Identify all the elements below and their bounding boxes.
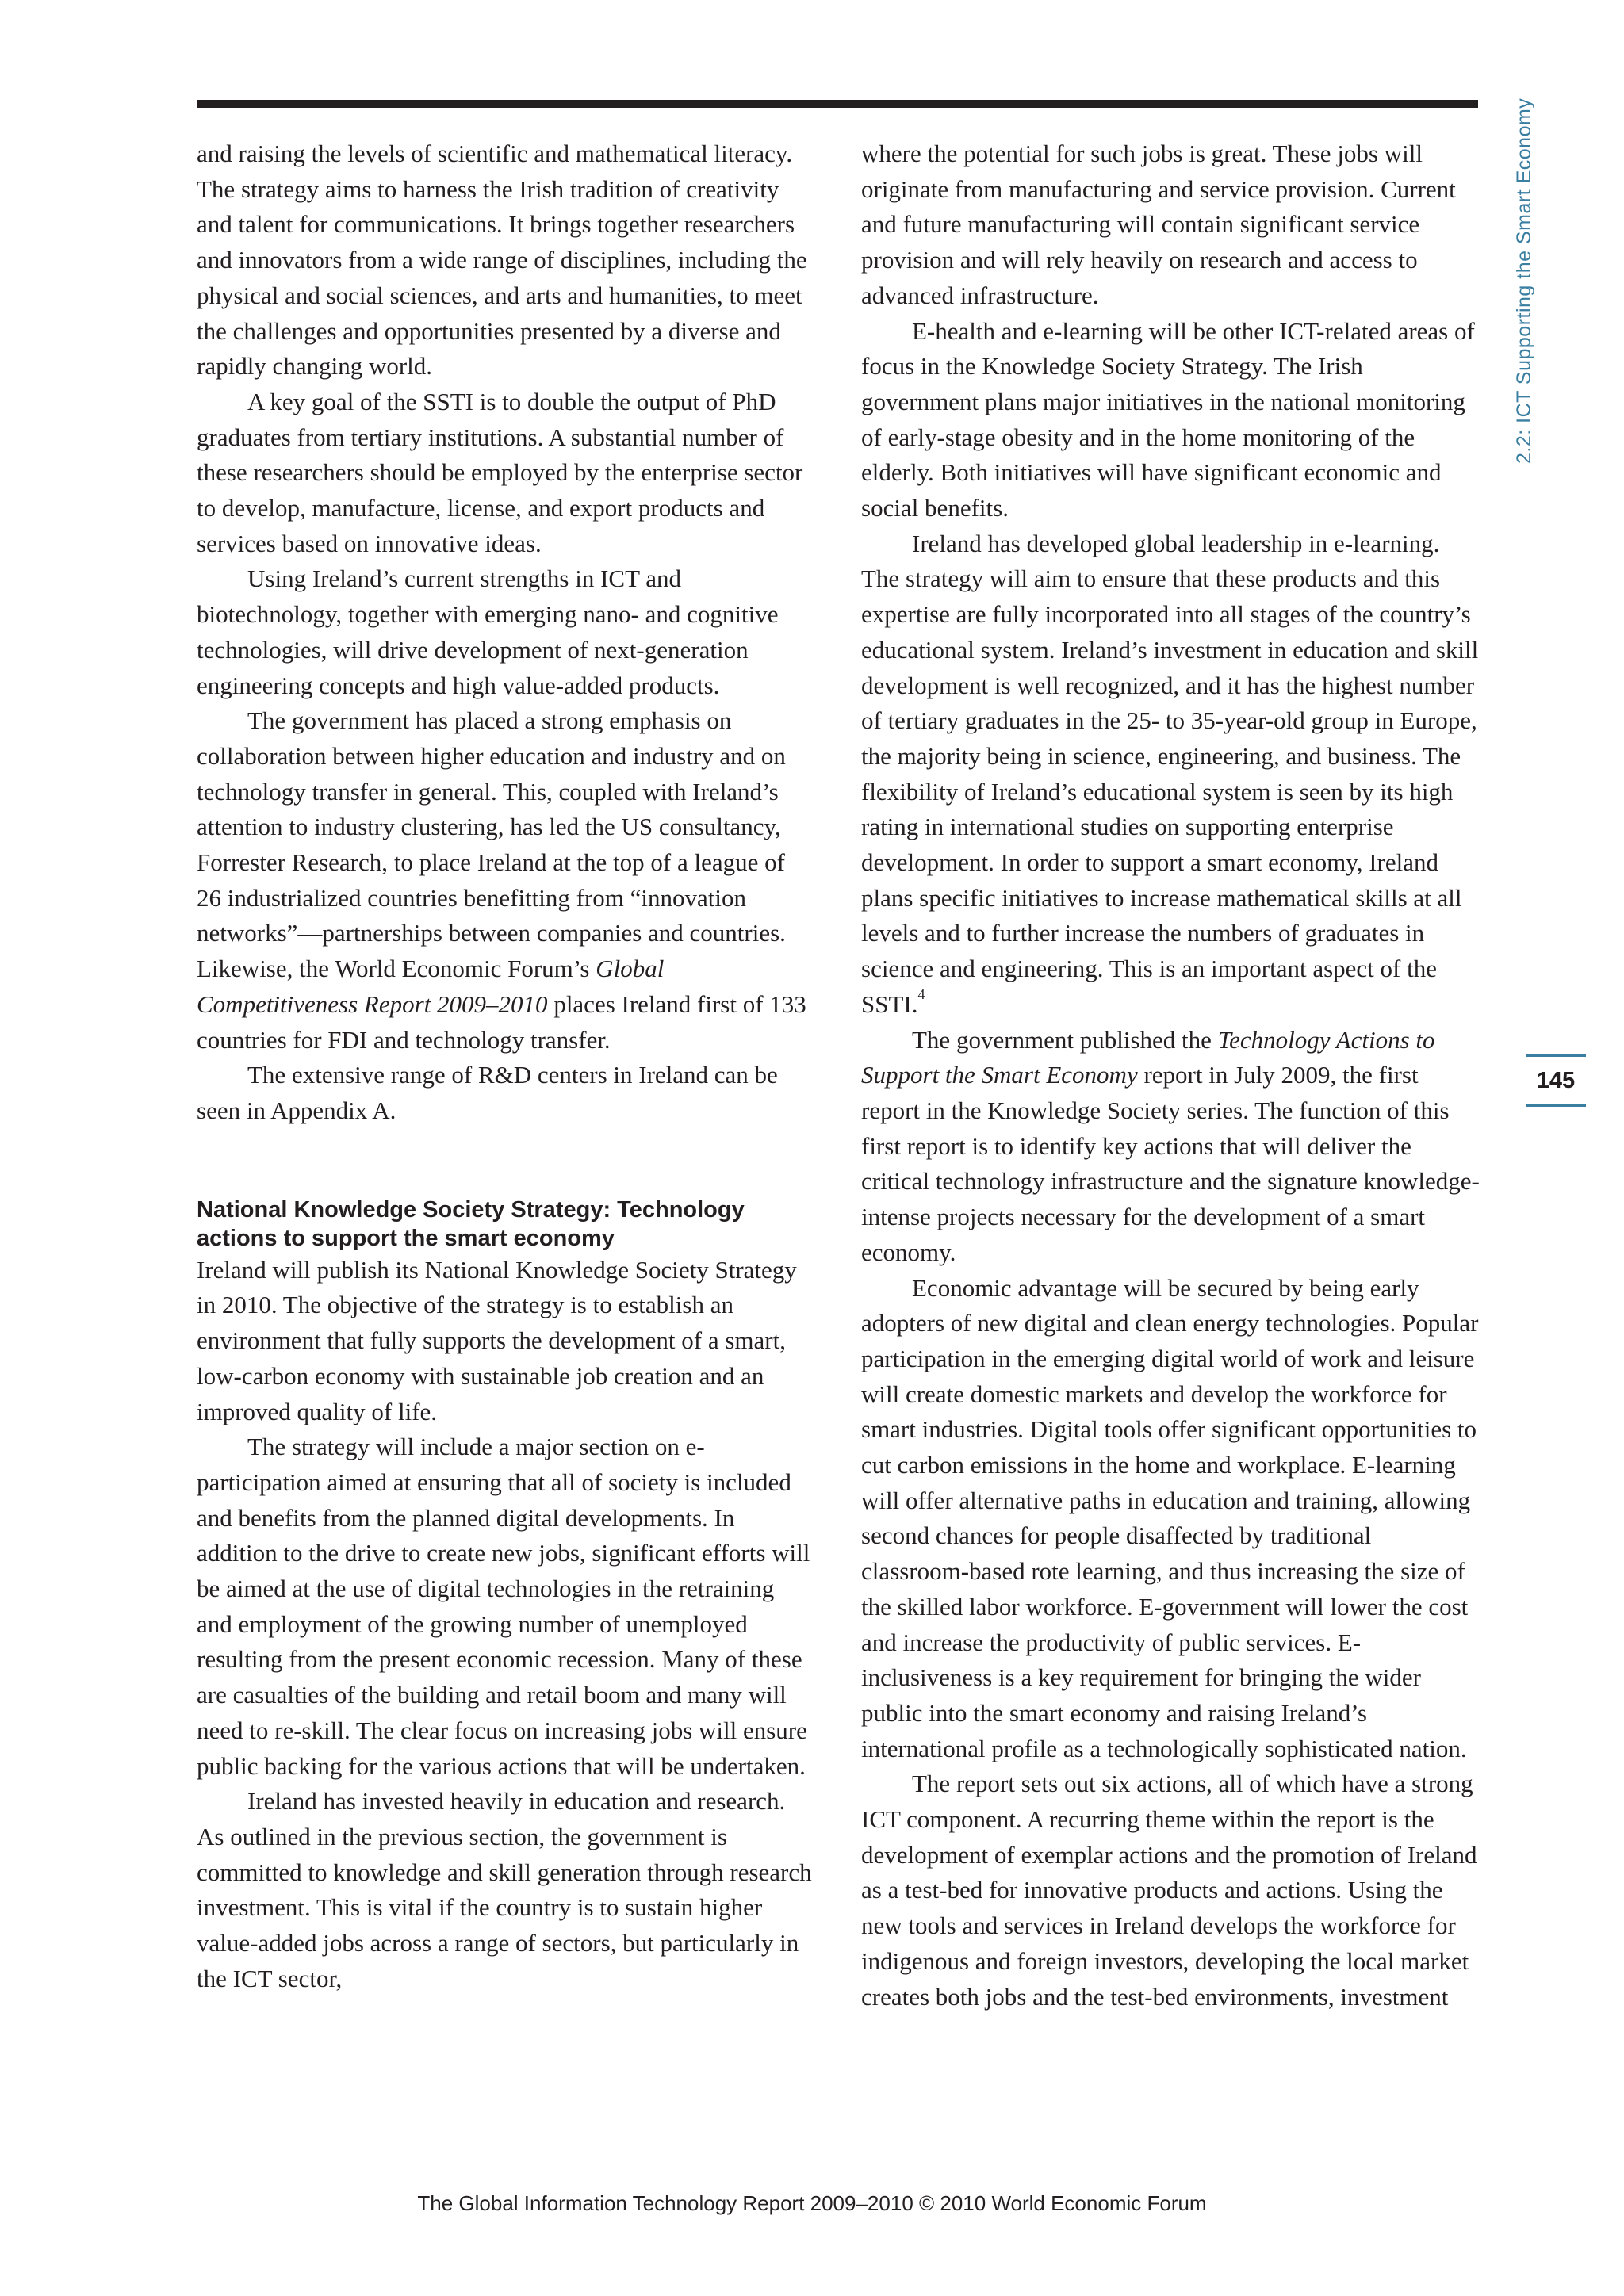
right-paragraph-3: [861, 526, 1480, 1023]
left-paragraph-5: The extensive range of R&D centers in Ireland can be seen in Appendix A.: [197, 1061, 778, 1124]
section-title: 2.2: ICT Supporting the Smart Economy: [1513, 98, 1535, 465]
right-paragraph-6: The report sets out six actions, all of which have a strong ICT component. A recurring theme within the report is the development of exemplar actions and the promotion of Ireland as a test-bed for innovative products and actions. Using the new tools and services in Ireland develops the workforce for indigenous and foreign investors, developing the local market creates both jobs and the test-bed environments, investment: [861, 1770, 1477, 2011]
left-paragraph-3: Using Ireland’s current strengths in ICT and biotechnology, together with emerging nano- and cognitive technologies, will drive development of next-generation engineering concepts and high value-added products.: [197, 564, 779, 699]
left-paragraph-8: Ireland has invested heavily in education and research. As outlined in the previous section, the government is committed to knowledge and skill generation through research investment. This is vital if the country is to sustain higher value-added jobs across a range of sectors, but particularly in the ICT sector,: [197, 1787, 812, 1992]
report-title-italic: Global Competitiveness Report 2009–2010: [197, 955, 665, 1018]
left-paragraph-4-text-b: places Ireland first of 133 countries for FDI and technology transfer.: [197, 989, 806, 1054]
section-heading: National Knowledge Society Strategy: Technology actions to support the smart economy: [197, 1196, 745, 1251]
right-paragraph-5: Economic advantage will be secured by being early adopters of new digital and clean energy technologies. Popular participation in the emerging digital world of work and leisure will create domestic markets and develop the workforce for smart industries. Digital tools offer significant opportunities to cut carbon emissions in the home and workplace. E-learning will offer alternative paths in education and training, allowing second chances for people disaffected by traditional classroom-based rote learning, and thus increasing the size of the skilled labor workforce. E-government will lower the cost and increase the productivity of public services. E-inclusiveness is a key requirement for bringing the wider public into the smart economy and raising Ireland’s international profile as a technologically sophisticated nation.: [861, 1273, 1479, 1762]
right-paragraph-1: where the potential for such jobs is great. These jobs will originate from manufacturing and service provision. Current and future manufacturing will contain significant service provision and will rely heavily on research and access to advanced infrastructure.: [861, 140, 1456, 309]
right-paragraph-4-text-b: report in July 2009, the first report in the Knowledge Society series. The function of this first report is to identify key actions that will deliver the critical technology infrastructure and the signature knowledge-intense projects necessary for the development of a smart economy.: [861, 1061, 1480, 1266]
left-paragraph-4: [197, 703, 815, 1058]
footnote-marker[interactable]: 4: [917, 985, 925, 1002]
section-gap: [197, 1129, 815, 1196]
left-paragraph-2: A key goal of the SSTI is to double the output of PhD graduates from tertiary institutions. A substantial number of these researchers should be employed by the enterprise sector to develop, manufacture, license, and export products and services based on innovative ideas.: [197, 387, 803, 557]
right-column: [861, 136, 1480, 2015]
left-paragraph-6: Ireland will publish its National Knowledge Society Strategy in 2010. The objective of the strategy is to establish an environment that fully supports the development of a smart, low-carbon economy with sustainable job creation and an improved quality of life.: [197, 1255, 797, 1425]
page-number: 145: [1526, 1054, 1586, 1107]
report-title-italic: Technology Actions to Support the Smart Economy: [861, 1025, 1435, 1089]
right-paragraph-4: [861, 1023, 1480, 1271]
top-rule: [197, 100, 1478, 108]
footer-text: The Global Information Technology Report 2009–2010 © 2010 World Economic Forum: [417, 2191, 1207, 2215]
right-paragraph-4-text-a: The government published the: [912, 1025, 1218, 1054]
left-paragraph-7: The strategy will include a major section on e-participation aimed at ensuring that all of society is included and benefits from the planned digital developments. In addition to the drive to create new jobs, significant efforts will be aimed at the use of digital technologies in the retraining and employment of the growing number of unemployed resulting from the present economic recession. Many of these are casualties of the building and retail boom and many will need to re-skill. The clear focus on increasing jobs will ensure public backing for the various actions that will be undertaken.: [197, 1433, 810, 1780]
left-paragraph-4-text-a: The government has placed a strong emphasis on collaboration between higher education and industry and on technology transfer in general. This, coupled with Ireland’s attention to industry clustering, has led the US consultancy, Forrester Research, to place Ireland at the top of a league of 26 industrialized countries benefitting from “innovation networks”—partnerships between companies and countries. Likewise, the World Economic Forum’s: [197, 706, 786, 983]
right-paragraph-2: E-health and e-learning will be other ICT-related areas of focus in the Knowledge Society Strategy. The Irish government plans major initiatives in the national monitoring of early-stage obesity and in the home monitoring of the elderly. Both initiatives will have significant economic and social benefits.: [861, 316, 1475, 522]
left-column: [197, 136, 815, 1996]
left-paragraph-1: and raising the levels of scientific and mathematical literacy. The strategy aims to harness the Irish tradition of creativity and talent for communications. It brings together researchers and innovators from a wide range of disciplines, including the physical and social sciences, and arts and humanities, to meet the challenges and opportunities presented by a diverse and rapidly changing world.: [197, 140, 807, 381]
right-paragraph-3-text: Ireland has developed global leadership in e-learning. The strategy will aim to ensure that these products and this expertise are fully incorporated into all stages of the country’s educational system. Ireland’s investment in education and skill development is well recognized, and it has the highest number of tertiary graduates in the 25- to 35-year-old group in Europe, the majority being in science, engineering, and business. The flexibility of Ireland’s educational system is seen by its high rating in international studies on supporting enterprise development. In order to support a smart economy, Ireland plans specific initiatives to increase mathematical skills at all levels and to further increase the numbers of graduates in science and engineering. This is an important aspect of the SSTI.: [861, 529, 1479, 1018]
